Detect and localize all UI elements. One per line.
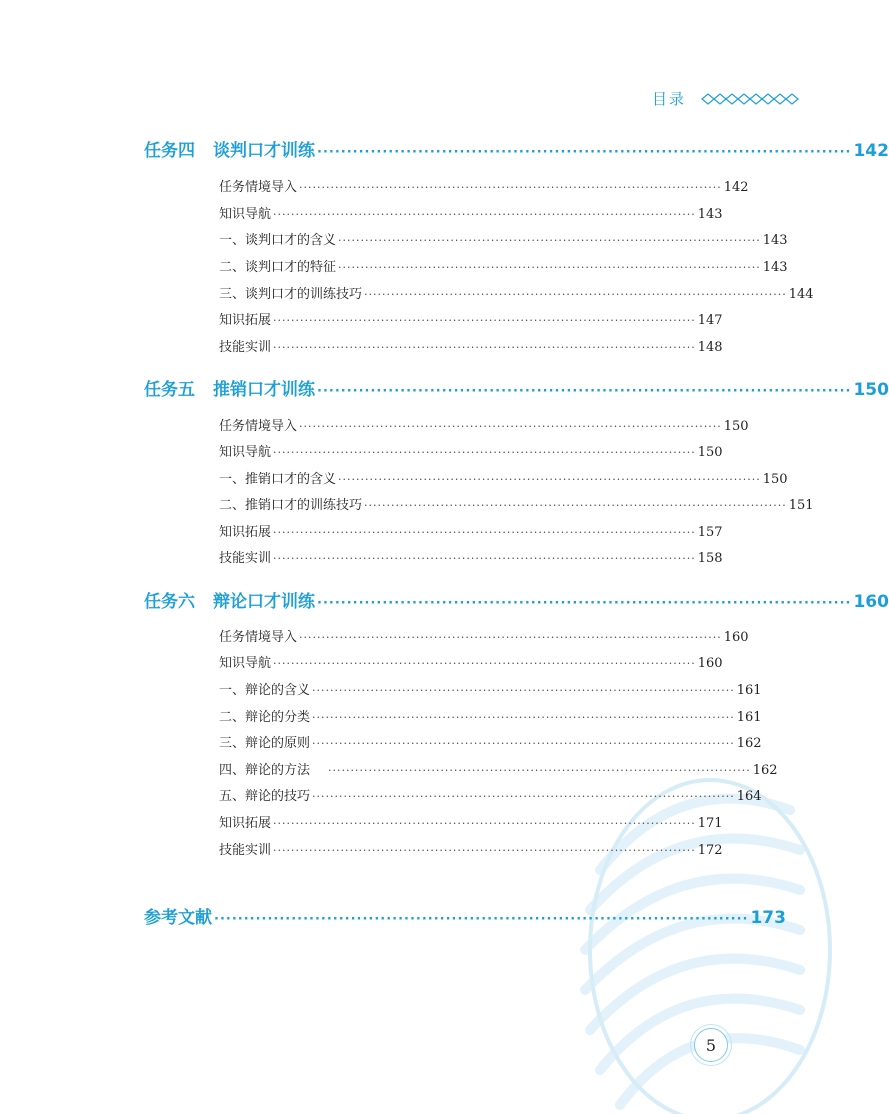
dot-leader: ······························································································ — [312, 737, 735, 750]
dot-leader: ······························································································ — [273, 526, 696, 539]
dot-leader: ······························································································ — [273, 314, 696, 327]
dot-leader: ·························································································· — [317, 145, 852, 160]
toc-item[interactable] — [219, 441, 723, 463]
item-label: 任务情境导入 — [219, 630, 298, 645]
toc-item[interactable] — [219, 336, 723, 358]
chapter-number: 任务五 — [144, 380, 195, 400]
item-page: 158 — [697, 551, 723, 566]
references-title: 参考文献 — [144, 908, 212, 928]
toc-item[interactable] — [219, 732, 762, 754]
dot-leader: ·························································································· — [317, 384, 852, 399]
dot-leader: ······························································································ — [299, 631, 722, 644]
item-page: 161 — [736, 683, 762, 698]
item-page: 150 — [723, 419, 749, 434]
page-number-text: 5 — [705, 1035, 717, 1055]
item-page: 144 — [788, 287, 814, 302]
chapter-number: 任务六 — [144, 592, 195, 612]
dot-leader: ······························································································ — [273, 817, 696, 830]
item-label: 一、谈判口才的含义 — [219, 233, 337, 248]
toc-item[interactable] — [219, 494, 814, 516]
item-label: 三、谈判口才的训练技巧 — [219, 287, 363, 302]
item-page: 143 — [762, 260, 788, 275]
dot-leader: ······························································································ — [338, 261, 761, 274]
toc-item[interactable] — [219, 785, 762, 807]
item-label: 二、辩论的分类 — [219, 710, 311, 725]
item-label: 三、辩论的原则 — [219, 736, 311, 751]
toc-chapter-4[interactable] — [144, 136, 889, 162]
item-label: 知识拓展 — [219, 816, 272, 831]
toc-item[interactable] — [219, 468, 788, 490]
item-page: 147 — [697, 313, 723, 328]
toc-chapter-5[interactable] — [144, 375, 889, 401]
item-page: 150 — [697, 445, 723, 460]
dot-leader: ······························································································ — [338, 473, 761, 486]
item-page: 160 — [697, 656, 723, 671]
item-page: 142 — [723, 180, 749, 195]
item-label: 二、谈判口才的特征 — [219, 260, 337, 275]
toc-item[interactable] — [219, 759, 778, 781]
chapter-title: 推销口才训练 — [213, 380, 315, 400]
dot-leader: ······························································································ — [312, 711, 735, 724]
dot-leader: ······························································································ — [273, 208, 696, 221]
toc-item[interactable] — [219, 652, 723, 674]
page-number — [694, 1028, 728, 1062]
item-page: 143 — [697, 207, 723, 222]
dot-leader: ······························································································ — [299, 181, 722, 194]
item-label: 知识导航 — [219, 656, 272, 671]
item-label: 技能实训 — [219, 843, 272, 858]
chapter-page: 150 — [853, 380, 889, 400]
item-label: 知识拓展 — [219, 525, 272, 540]
toc-item[interactable] — [219, 626, 749, 648]
toc-item[interactable] — [219, 679, 762, 701]
dot-leader: ······························································································ — [364, 288, 787, 301]
toc-item[interactable] — [219, 415, 749, 437]
item-label: 五、辩论的技巧 — [219, 789, 311, 804]
chapter-title: 辩论口才训练 — [213, 592, 315, 612]
item-label: 技能实训 — [219, 340, 272, 355]
item-page: 151 — [788, 498, 814, 513]
toc-item[interactable] — [219, 309, 723, 331]
toc-item[interactable] — [219, 176, 749, 198]
item-label: 二、推销口才的训练技巧 — [219, 498, 363, 513]
toc-item[interactable] — [219, 547, 723, 569]
dot-leader: ······························································································ — [273, 552, 696, 565]
item-page: 150 — [762, 472, 788, 487]
chapter-page: 142 — [853, 141, 889, 161]
item-page: 157 — [697, 525, 723, 540]
dot-leader: ······························································································ — [273, 341, 696, 354]
toc-item[interactable] — [219, 229, 788, 251]
toc-item[interactable] — [219, 521, 723, 543]
item-label: 任务情境导入 — [219, 419, 298, 434]
item-label: 一、辩论的含义 — [219, 683, 311, 698]
dot-leader: ······························································································ — [299, 420, 722, 433]
item-label: 技能实训 — [219, 551, 272, 566]
toc-item[interactable] — [219, 203, 723, 225]
dot-leader: ······························································································ — [364, 499, 787, 512]
item-page: 162 — [752, 763, 778, 778]
chapter-title: 谈判口才训练 — [213, 141, 315, 161]
dot-leader: ······························································································ — [312, 684, 735, 697]
toc-item[interactable] — [219, 812, 723, 834]
header-title: 目录 — [652, 90, 687, 108]
dot-leader: ······························································································ — [273, 844, 696, 857]
toc-item[interactable] — [219, 256, 788, 278]
dot-leader: ······························································································ — [338, 234, 761, 247]
item-label: 四、辩论的方法 — [219, 763, 311, 778]
dot-leader: ·························································································· — [317, 596, 852, 611]
item-page: 148 — [697, 340, 723, 355]
item-page: 143 — [762, 233, 788, 248]
item-label: 一、推销口才的含义 — [219, 472, 337, 487]
dot-leader: ······························································································ — [273, 446, 696, 459]
toc-references[interactable] — [144, 903, 786, 929]
dot-leader: ······························································································ — [273, 657, 696, 670]
dot-leader: ······························································································ — [312, 790, 735, 803]
chapter-number: 任务四 — [144, 141, 195, 161]
item-label: 知识导航 — [219, 207, 272, 222]
item-label: 知识拓展 — [219, 313, 272, 328]
toc-item[interactable] — [219, 706, 762, 728]
item-label: 知识导航 — [219, 445, 272, 460]
toc-item[interactable] — [219, 839, 723, 861]
item-page: 162 — [736, 736, 762, 751]
toc-chapter-6[interactable] — [144, 587, 889, 613]
item-page: 160 — [723, 630, 749, 645]
item-page: 164 — [736, 789, 762, 804]
toc-item[interactable] — [219, 283, 814, 305]
item-page: 161 — [736, 710, 762, 725]
references-page: 173 — [750, 908, 786, 928]
dot-leader: ·························································································· — [214, 912, 749, 927]
item-label: 任务情境导入 — [219, 180, 298, 195]
dot-leader: ······························································································ — [328, 764, 751, 777]
chapter-page: 160 — [853, 592, 889, 612]
item-page: 171 — [697, 816, 723, 831]
item-page: 172 — [697, 843, 723, 858]
